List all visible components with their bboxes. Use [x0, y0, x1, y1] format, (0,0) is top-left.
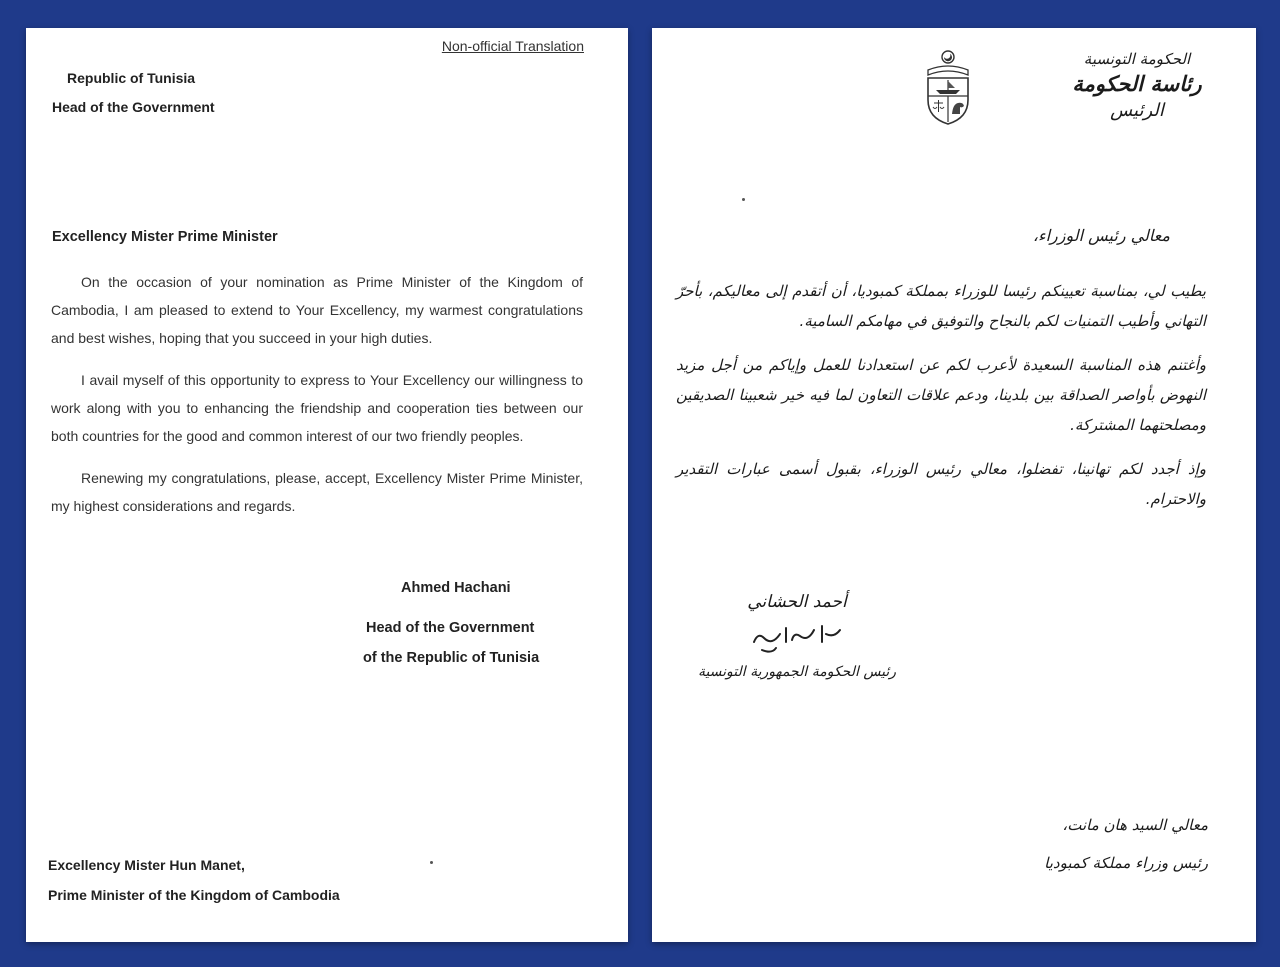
sender-country: Republic of Tunisia	[67, 70, 196, 86]
body-paragraph-3: Renewing my congratulations, please, accept, Excellency Mister Prime Minister, my highest considerations and regards.	[51, 470, 583, 514]
addressee-name: Excellency Mister Hun Manet,	[48, 857, 245, 873]
signatory-title-line1: Head of the Government	[366, 620, 535, 636]
signature-block	[363, 573, 540, 673]
arabic-header	[1052, 50, 1222, 121]
arabic-signature-block	[692, 592, 902, 680]
body-paragraph-1: On the occasion of your nomination as Prime Minister of the Kingdom of Cambodia, I am pleased to extend to Your Excellency, my warmest congratulations and best wishes, hoping that you succeed in your high duties.	[51, 274, 583, 346]
body-paragraph-2: I avail myself of this opportunity to express to Your Excellency our willingness to work along with you to enhancing the friendship and cooperation ties between our both countries for the good and common interest of our two friendly peoples.	[51, 372, 583, 444]
arabic-addressee-title: رئيس وزراء مملكة كمبوديا	[1044, 854, 1208, 872]
salutation: Excellency Mister Prime Minister	[52, 229, 278, 245]
signatory-name: Ahmed Hachani	[401, 580, 511, 596]
addressee-title: Prime Minister of the Kingdom of Cambodia	[48, 887, 340, 903]
tunisia-coat-of-arms-icon	[922, 48, 974, 128]
addressee-block	[48, 850, 340, 910]
arabic-paragraph-1: يطيب لي، بمناسبة تعيينكم رئيسا للوزراء بمملكة كمبوديا، أن أتقدم إلى معاليكم، بأحرّ التهاني وأطيب التمنيات لكم بالنجاح والتوفيق في مهامكم السامية.	[676, 282, 1206, 330]
arabic-addressee-block	[1044, 806, 1208, 882]
handwritten-signature-icon	[742, 616, 852, 656]
sender-office: Head of the Government	[52, 99, 215, 115]
arabic-signatory-title: رئيس الحكومة الجمهورية التونسية	[697, 664, 897, 680]
arabic-salutation: معالي رئيس الوزراء،	[1032, 226, 1170, 245]
original-page	[652, 28, 1256, 942]
signatory-title-line2: of the Republic of Tunisia	[363, 650, 540, 666]
arabic-paragraph-2: وأغتنم هذه المناسبة السعيدة لأعرب لكم عن استعدادنا للعمل وإياكم من أجل مزيد النهوض بأواصر الصداقة بين بلدينا، ودعم علاقات التعاون لما فيه خير شعبينا الصديقين ومصلحتهما المشتركة.	[676, 356, 1206, 434]
arabic-header-government: الحكومة التونسية	[1083, 50, 1191, 68]
translation-note: Non-official Translation	[441, 38, 584, 54]
arabic-header-presidency: رئاسة الحكومة	[1072, 72, 1202, 96]
arabic-addressee-name: معالي السيد هان مانت،	[1062, 816, 1208, 834]
letter-body	[51, 268, 583, 534]
paper-speck	[430, 861, 433, 864]
arabic-signatory-name: أحمد الحشاني	[747, 592, 847, 612]
arabic-paragraph-3: وإذ أجدد لكم تهانينا، تفضلوا، معالي رئيس الوزراء، بقبول أسمى عبارات التقدير والاحترام.	[676, 460, 1206, 508]
sender-block	[52, 64, 215, 122]
arabic-header-president: الرئيس	[1110, 100, 1164, 121]
arabic-letter-body	[676, 276, 1206, 528]
translation-page	[26, 28, 628, 942]
paper-speck	[742, 198, 745, 201]
